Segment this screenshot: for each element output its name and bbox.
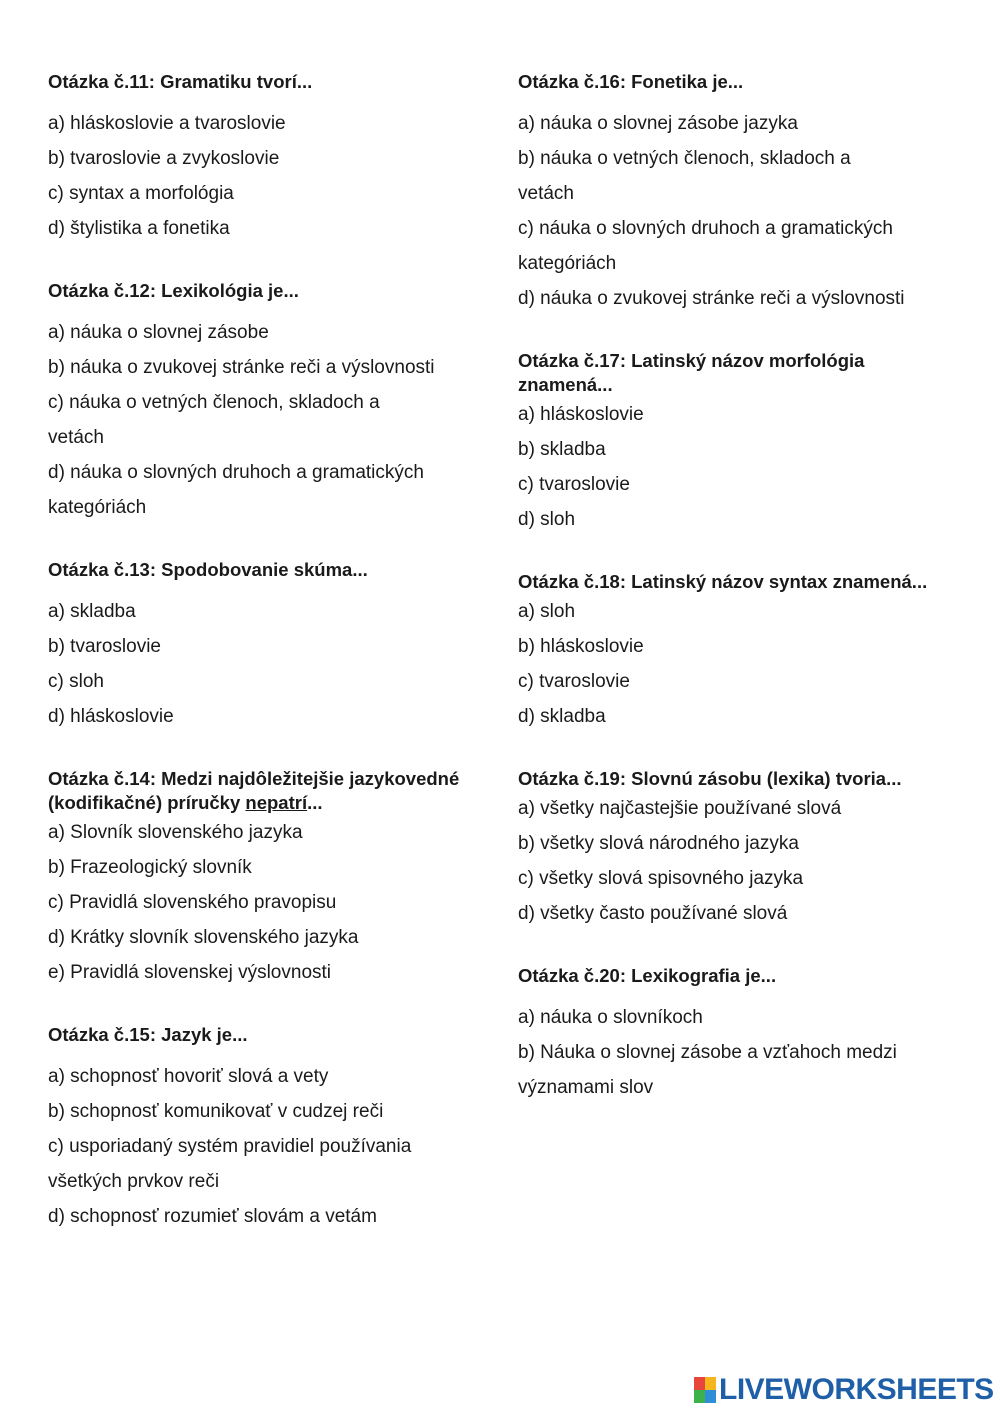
question-title: Otázka č.20: Lexikografia je... xyxy=(518,965,777,986)
answer-option: d) Krátky slovník slovenského jazyka xyxy=(48,927,359,948)
answer-option: d) sloh xyxy=(518,509,576,530)
liveworksheets-logo-icon xyxy=(694,1377,716,1403)
question-18 xyxy=(518,558,958,734)
answer-option-continued: vetách xyxy=(48,427,104,448)
brand-logo-text: LIVEWORKSHEETS xyxy=(719,1373,994,1406)
question-14 xyxy=(48,755,478,990)
answer-option-continued: vetách xyxy=(518,183,574,204)
left-column xyxy=(48,58,478,1255)
answer-option: c) náuka o vetných členoch, skladoch a xyxy=(48,392,380,413)
answer-option: c) náuka o slovných druhoch a gramatických xyxy=(518,218,893,239)
answer-option: d) štylistika a fonetika xyxy=(48,218,230,239)
answer-option: a) hláskoslovie a tvaroslovie xyxy=(48,113,286,134)
answer-option: a) náuka o slovnej zásobe xyxy=(48,322,269,343)
answer-option: b) schopnosť komunikovať v cudzej reči xyxy=(48,1101,384,1122)
answer-option: c) všetky slová spisovného jazyka xyxy=(518,868,804,889)
question-title: Otázka č.15: Jazyk je... xyxy=(48,1024,248,1045)
answer-option: b) hláskoslovie xyxy=(518,636,644,657)
answer-option: b) tvaroslovie xyxy=(48,636,161,657)
question-title: Otázka č.18: Latinský názov syntax znamená... xyxy=(518,571,928,592)
question-title: Otázka č.16: Fonetika je... xyxy=(518,71,744,92)
answer-option: d) náuka o zvukovej stránke reči a výslovnosti xyxy=(518,288,905,309)
answer-option: d) skladba xyxy=(518,706,606,727)
question-16 xyxy=(518,58,958,316)
answer-option: b) všetky slová národného jazyka xyxy=(518,833,799,854)
answer-option: c) tvaroslovie xyxy=(518,671,630,692)
answer-option: d) všetky často používané slová xyxy=(518,903,788,924)
answer-option: d) hláskoslovie xyxy=(48,706,174,727)
question-19 xyxy=(518,755,958,931)
answer-option-continued: významami slov xyxy=(518,1077,654,1098)
question-17 xyxy=(518,337,958,537)
answer-option: b) Náuka o slovnej zásobe a vzťahoch medzi xyxy=(518,1042,897,1063)
question-15 xyxy=(48,1011,478,1234)
answer-option: a) náuka o slovnej zásobe jazyka xyxy=(518,113,798,134)
answer-option: c) tvaroslovie xyxy=(518,474,630,495)
answer-option: b) skladba xyxy=(518,439,606,460)
answer-option: c) usporiadaný systém pravidiel používania xyxy=(48,1136,412,1157)
answer-option: d) náuka o slovných druhoch a gramatických xyxy=(48,462,424,483)
question-title: Otázka č.12: Lexikológia je... xyxy=(48,280,299,301)
question-title: Otázka č.13: Spodobovanie skúma... xyxy=(48,559,368,580)
question-title: Otázka č.11: Gramatiku tvorí... xyxy=(48,71,313,92)
answer-option: b) náuka o vetných členoch, skladoch a xyxy=(518,148,851,169)
question-13 xyxy=(48,546,478,734)
answer-option-continued: kategóriách xyxy=(518,253,617,274)
answer-option: a) všetky najčastejšie používané slová xyxy=(518,798,842,819)
answer-option: a) náuka o slovníkoch xyxy=(518,1007,703,1028)
underlined-word: nepatrí xyxy=(245,792,308,813)
answer-option: b) tvaroslovie a zvykoslovie xyxy=(48,148,280,169)
answer-option: c) sloh xyxy=(48,671,104,692)
answer-option: a) sloh xyxy=(518,601,576,622)
right-column xyxy=(518,58,958,1126)
question-title: Otázka č.19: Slovnú zásobu (lexika) tvoria... xyxy=(518,768,902,789)
question-title: Otázka č.14: Medzi najdôležitejšie jazykovedné (kodifikačné) príručky nepatrí... xyxy=(48,768,460,813)
answer-option: e) Pravidlá slovenskej výslovnosti xyxy=(48,962,332,983)
question-20 xyxy=(518,952,958,1105)
question-title: Otázka č.17: Latinský názov morfológia znamená... xyxy=(518,350,865,395)
answer-option: c) Pravidlá slovenského pravopisu xyxy=(48,892,337,913)
liveworksheets-brand[interactable] xyxy=(694,1374,994,1406)
answer-option-continued: všetkých prvkov reči xyxy=(48,1171,220,1192)
answer-option: a) hláskoslovie xyxy=(518,404,644,425)
answer-option: a) skladba xyxy=(48,601,136,622)
question-12 xyxy=(48,267,478,525)
answer-option: d) schopnosť rozumieť slovám a vetám xyxy=(48,1206,377,1227)
answer-option-continued: kategóriách xyxy=(48,497,147,518)
answer-option: b) náuka o zvukovej stránke reči a výslovnosti xyxy=(48,357,435,378)
answer-option: a) Slovník slovenského jazyka xyxy=(48,822,303,843)
answer-option: b) Frazeologický slovník xyxy=(48,857,252,878)
question-11 xyxy=(48,58,478,246)
answer-option: a) schopnosť hovoriť slová a vety xyxy=(48,1066,329,1087)
answer-option: c) syntax a morfológia xyxy=(48,183,234,204)
